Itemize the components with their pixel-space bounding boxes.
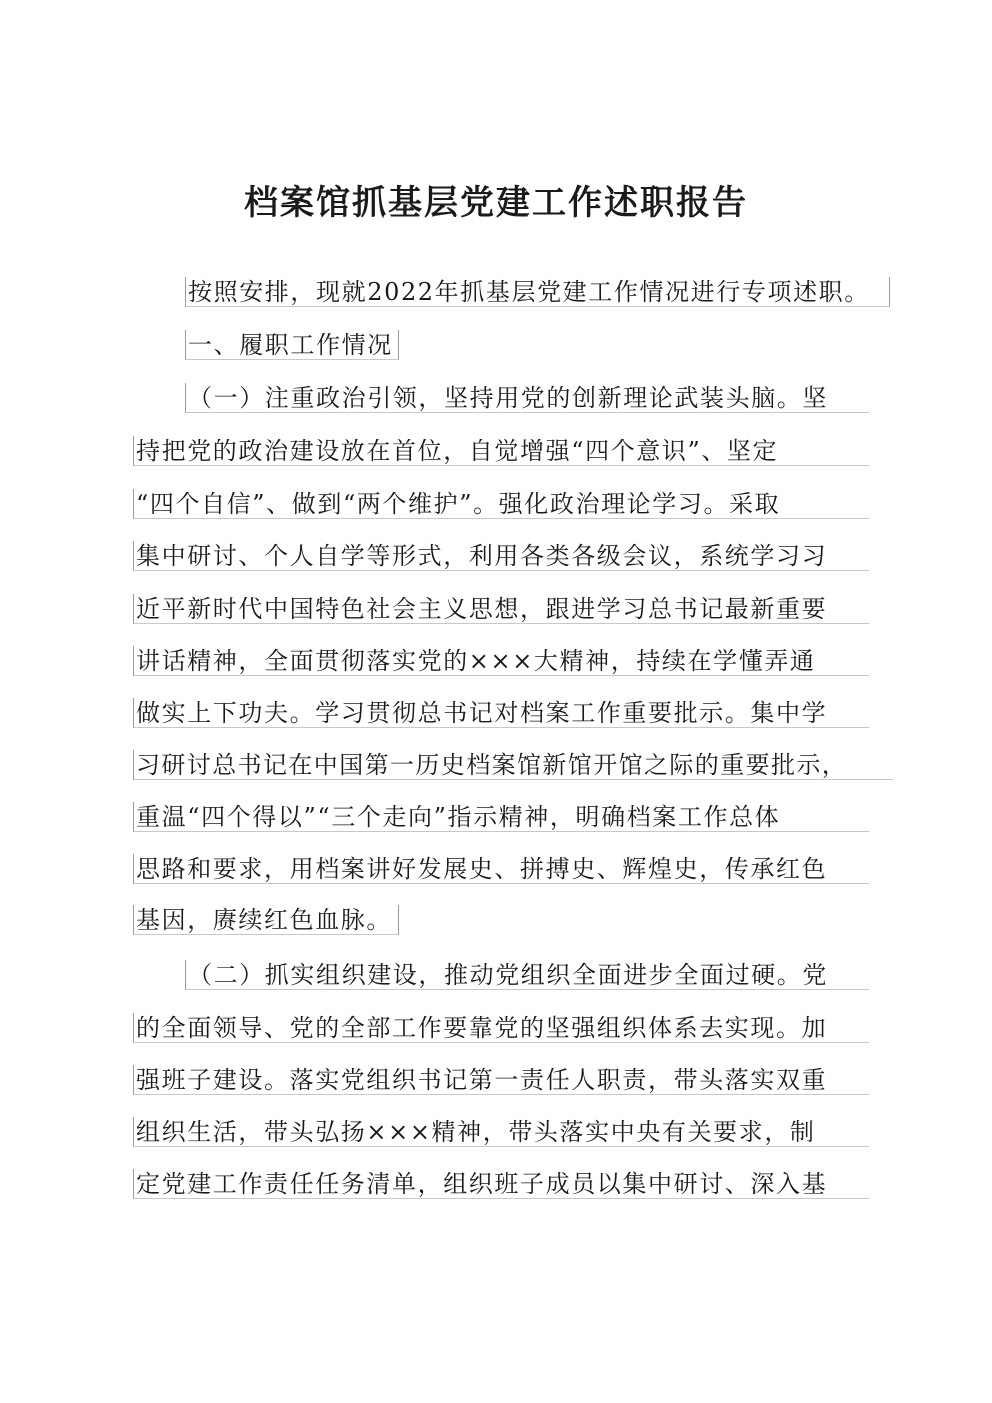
paragraph-2-line-3: 强班子建设。落实党组织书记第一责任人职责，带头落实双重 <box>133 1065 869 1095</box>
paragraph-intro-line: 按照安排，现就2022年抓基层党建工作情况进行专项述职。 <box>185 277 890 307</box>
paragraph-1-line-4: 集中研讨、个人自学等形式，利用各类各级会议，系统学习习 <box>133 541 869 571</box>
paragraph-2-line-1: （二）抓实组织建设，推动党组织全面进步全面过硬。党 <box>185 960 869 990</box>
paragraph-1-line-1: （一）注重政治引领，坚持用党的创新理论武装头脑。坚 <box>185 383 869 413</box>
document-title: 档案馆抓基层党建工作述职报告 <box>244 183 748 223</box>
paragraph-1-line-5: 近平新时代中国特色社会主义思想，跟进学习总书记最新重要 <box>133 594 869 624</box>
paragraph-1-line-8: 习研讨总书记在中国第一历史档案馆新馆开馆之际的重要批示， <box>133 750 893 780</box>
paragraph-1-line-11: 基因，赓续红色血脉。 <box>133 905 399 935</box>
paragraph-1-line-2: 持把党的政治建设放在首位，自觉增强“四个意识”、坚定 <box>133 436 869 466</box>
paragraph-1-line-7: 做实上下功夫。学习贯彻总书记对档案工作重要批示。集中学 <box>133 698 869 728</box>
paragraph-1-line-9: 重温“四个得以”“三个走向”指示精神，明确档案工作总体 <box>133 802 869 832</box>
paragraph-1-line-6: 讲话精神，全面贯彻落实党的×××大精神，持续在学懂弄通 <box>133 646 869 676</box>
paragraph-2-line-2: 的全面领导、党的全部工作要靠党的坚强组织体系去实现。加 <box>133 1013 869 1043</box>
paragraph-1-line-10: 思路和要求，用档案讲好发展史、拼搏史、辉煌史，传承红色 <box>133 854 869 884</box>
paragraph-2-line-5: 定党建工作责任任务清单，组织班子成员以集中研讨、深入基 <box>133 1169 869 1199</box>
section-heading-1: 一、履职工作情况 <box>185 330 399 360</box>
paragraph-2-line-4: 组织生活，带头弘扬×××精神，带头落实中央有关要求，制 <box>133 1117 869 1147</box>
paragraph-1-line-3: “四个自信”、做到“两个维护”。强化政治理论学习。采取 <box>133 489 869 519</box>
